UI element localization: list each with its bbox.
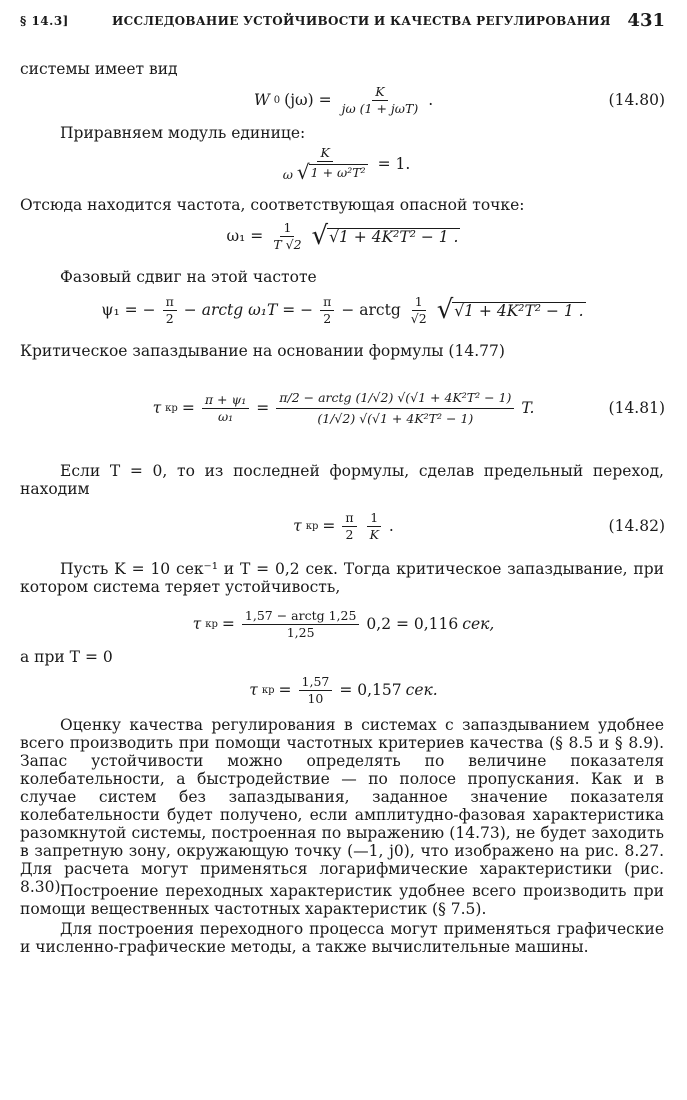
eq4-text2: − arctg ω₁T = − <box>183 301 314 319</box>
equation-14-81: τ кр = $\frac{\text{π + ψ₁}}{\text{ω₁}}$ = $\frac{\text{π/2 − arctg (1/√2) √(√1 + 4K²T² − 1)}}{\text{(1/√2) √(√1 + 4K²T² − 1)}}$ T. (14.81) <box>152 389 665 426</box>
eq1-lhs-sub: 0 <box>273 94 281 106</box>
eq1-numerator: K <box>372 85 387 101</box>
eq1-arg: (jω) = <box>284 91 332 109</box>
eq2-den-left: ω <box>282 167 293 182</box>
equation-14-80: W 0 (jω) = $\frac{K}{\text{jω (1 + jωT)}}$ . (14.80) <box>253 83 665 116</box>
eq6-pi: π <box>342 511 356 527</box>
eq4-pi-b: π <box>320 295 334 311</box>
eq6-number: (14.82) <box>608 517 665 535</box>
eq5-lhs-sub: кр <box>165 402 178 414</box>
eq3-numerator: 1 <box>280 221 294 237</box>
paragraph-modulus: Приравняем модуль единице: <box>60 124 306 142</box>
equation-psi1: ψ₁ = − $\frac{\pi}{2}$ − arctg ω₁T = − $\frac{\pi}{2}$ − arctg $\frac{1}{√2}$ √ √1 + 4K²T² − 1 . <box>101 293 584 326</box>
eq2-rhs: = 1. <box>377 155 411 173</box>
paragraph-quality: Оценку качества регулирования в системах с запаздыванием удобнее всего производить при помощи частотных критериев качества (§ 8.5 и § 8.9). Запас устойчивости можно определять по величине показателя колебательности, а быстродействие — по полосе пропускания. Как и в случае систем без запаздывания, заданное значение показателя колебательности будет получено, если амплитудно-фазовая характеристика разомкнутой системы, построенная по выражению (14.73), не будет заходить в запретную зону, окружающую точку (—1, j0), что изображено на рис. 8.27. Для расчета могут применяться логарифмические характеристики (рис. 8.30). <box>20 716 664 896</box>
eq7-rhs: 0,2 = 0,116 <box>366 615 459 633</box>
section-ref: § 14.3] <box>20 14 69 28</box>
paragraph-critical-delay: Критическое запаздывание на основании формулы (14.77) <box>20 342 505 360</box>
eq3-denominator: T √2 <box>273 236 302 252</box>
running-header <box>20 10 665 34</box>
eq8-denominator: 10 <box>307 690 324 706</box>
eq4-root: √1 + 4K²T² − 1 . <box>454 302 584 320</box>
eq5-big-denominator: (1/√2) √(√1 + 4K²T² − 1) <box>317 410 474 426</box>
eq7-numerator: 1,57 − arctg 1,25 <box>242 609 360 625</box>
paragraph-frequency: Отсюда находится частота, соответствующая опасной точке: <box>20 196 525 214</box>
eq6-k: K <box>369 526 379 542</box>
page-number: 431 <box>627 10 665 31</box>
eq4-one: 1 <box>412 295 426 311</box>
eq1-number: (14.80) <box>608 91 665 109</box>
eq7-unit: сек, <box>462 615 495 633</box>
equation-omega1: ω₁ = $\frac{1}{T √2}$ √ √1 + 4K²T² − 1 . <box>226 219 459 252</box>
eq3-lhs: ω₁ = <box>226 227 264 245</box>
paragraph-example: Пусть K = 10 сек⁻¹ и T = 0,2 сек. Тогда критическое запаздывание, при котором система теряет устойчивость, <box>20 560 664 596</box>
eq1-lhs: W <box>253 91 270 109</box>
paragraph-methods: Для построения переходного процесса могут применяться графические и численно-графические методы, а также вычислительные машины. <box>20 920 664 956</box>
eq5-denominator: ω₁ <box>217 408 234 424</box>
paragraph-intro: системы имеет вид <box>20 60 178 78</box>
equation-example-value: τ кр = $\frac{\text{1,57 − arctg 1,25}}{1,25}$ 0,2 = 0,116 сек, <box>192 607 495 640</box>
eq8-rhs: = 0,157 <box>339 681 402 699</box>
eq6-lhs-sub: кр <box>305 520 319 532</box>
eq4-text1: ψ₁ = − <box>101 301 156 319</box>
eq8-numerator: 1,57 <box>299 675 333 691</box>
equation-zero-t-value: τ кр = $\frac{1,57}{10}$ = 0,157 сек. <box>249 673 438 706</box>
paragraph-phase: Фазовый сдвиг на этой частоте <box>60 268 317 286</box>
eq7-lhs-sub: кр <box>205 618 218 630</box>
eq3-root: √1 + 4K²T² − 1 . <box>329 228 459 246</box>
eq6-lhs: τ <box>293 517 302 535</box>
eq8-unit: сек. <box>405 681 438 699</box>
eq6-one: 1 <box>367 511 381 527</box>
eq2-den-root: 1 + ω²T² <box>310 165 366 180</box>
eq5-big-numerator: π/2 − arctg (1/√2) √(√1 + 4K²T² − 1) <box>276 389 514 409</box>
eq5-tail: T. <box>521 399 535 417</box>
eq4-text3: − arctg <box>341 301 401 319</box>
eq6-two: 2 <box>345 526 354 542</box>
eq2-numerator: K <box>317 146 332 162</box>
equation-modulus: K ω √ 1 + ω²T² = 1. <box>282 145 411 184</box>
eq4-sqrt2: √2 <box>410 310 427 326</box>
eq7-denominator: 1,25 <box>286 624 315 640</box>
paragraph-transient: Построение переходных характеристик удобнее всего производить при помощи вещественных частотных характеристик (§ 7.5). <box>20 882 664 918</box>
eq5-number: (14.81) <box>608 399 665 417</box>
eq8-lhs-sub: кр <box>261 684 275 696</box>
eq1-denominator: jω (1 + jωT) <box>341 100 419 116</box>
header-title: ИССЛЕДОВАНИЕ УСТОЙЧИВОСТИ И КАЧЕСТВА РЕГУЛИРОВАНИЯ <box>112 14 611 28</box>
eq5-lhs: τ <box>152 399 162 417</box>
eq8-lhs: τ <box>249 681 258 699</box>
eq4-pi-a: π <box>163 295 177 311</box>
paragraph-zero-t: а при T = 0 <box>20 648 113 666</box>
equation-14-82: τ кр = $\frac{\pi}{2}$ $\frac{1}{K}$ . (14.82) <box>293 509 665 542</box>
eq4-two-a: 2 <box>165 310 174 326</box>
eq7-lhs: τ <box>192 615 202 633</box>
paragraph-limit: Если T = 0, то из последней формулы, сделав предельный переход, находим <box>20 462 664 498</box>
eq5-numerator: π + ψ₁ <box>202 393 249 409</box>
eq4-two-b: 2 <box>323 310 332 326</box>
